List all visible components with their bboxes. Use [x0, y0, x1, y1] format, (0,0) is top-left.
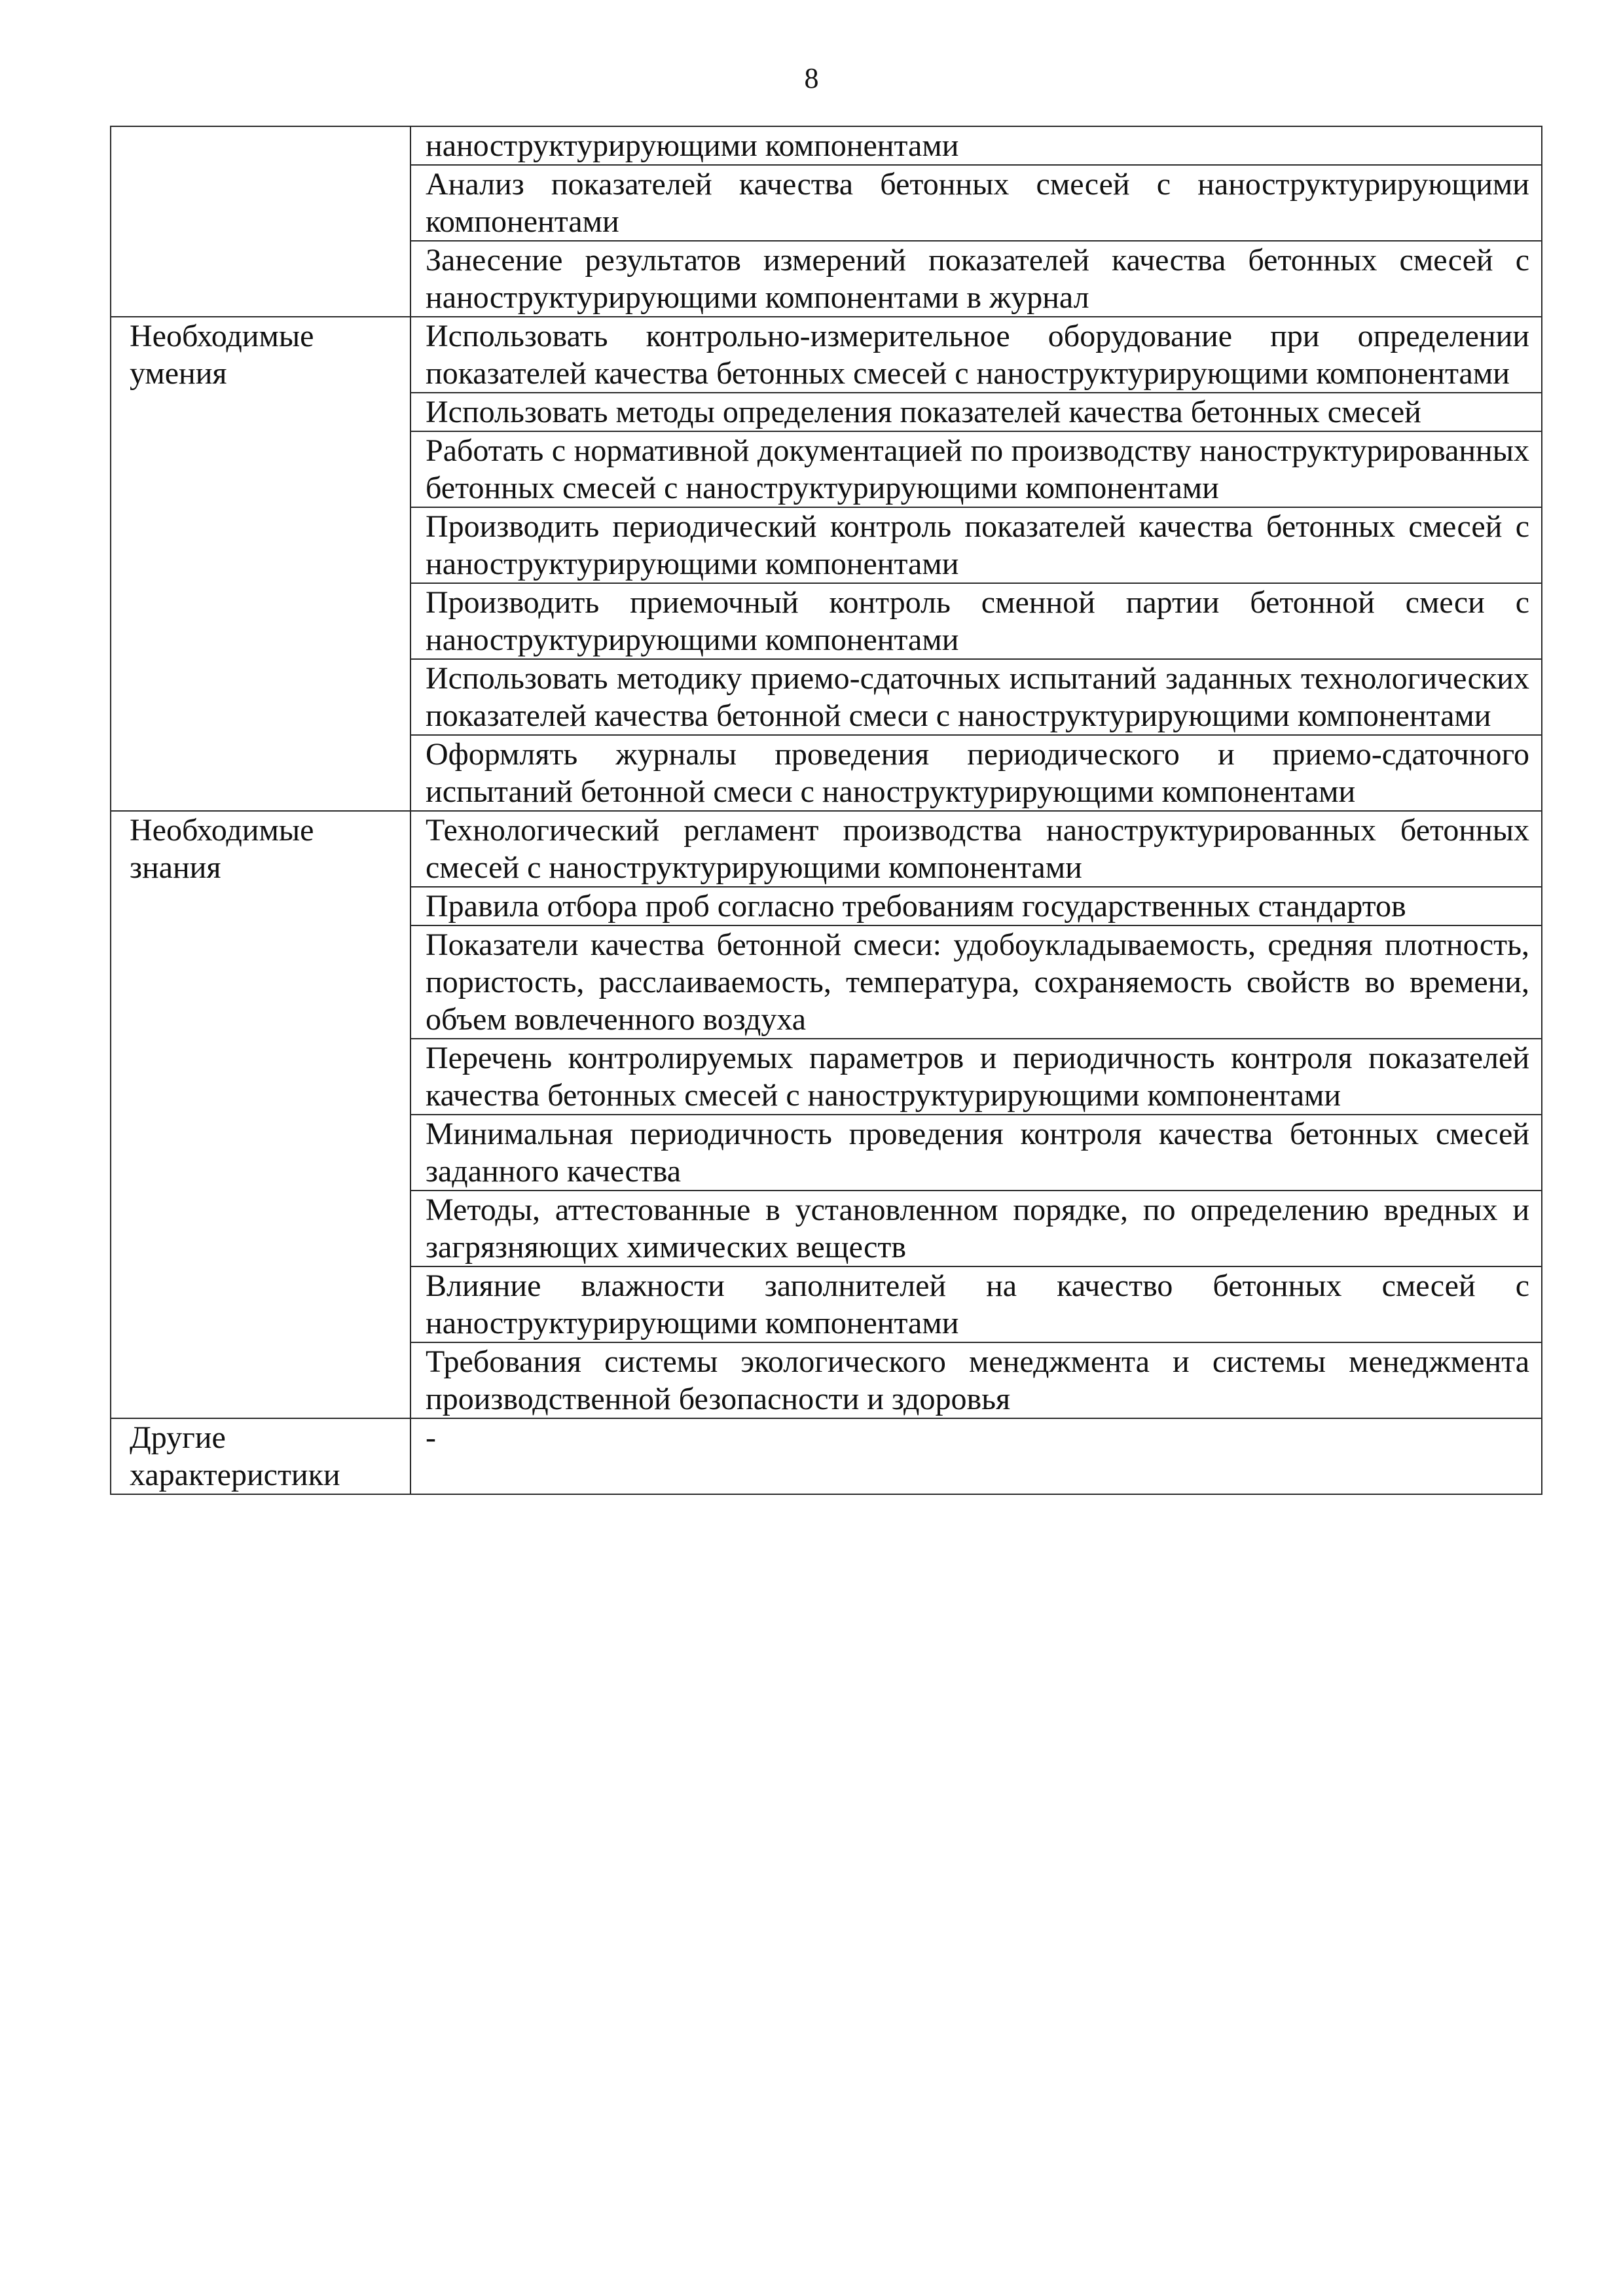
table-cell: Требования системы экологического менеджмента и системы менеджмента производственной безопасности и здоровья	[410, 1342, 1542, 1418]
table-cell: Анализ показателей качества бетонных смесей с наноструктурирующими компонентами	[410, 165, 1542, 241]
table-cell: Занесение результатов измерений показателей качества бетонных смесей с наноструктурирующими компонентами в журнал	[410, 241, 1542, 317]
table-row	[111, 126, 1542, 165]
table-cell: -	[410, 1418, 1542, 1494]
table-cell: Методы, аттестованные в установленном порядке, по определению вредных и загрязняющих химических веществ	[410, 1191, 1542, 1266]
row-label-skills: Необходимые умения	[111, 317, 410, 811]
table-cell: Оформлять журналы проведения периодического и приемо-сдаточного испытаний бетонной смеси с наноструктурирующими компонентами	[410, 735, 1542, 811]
table-cell: Показатели качества бетонной смеси: удобоукладываемость, средняя плотность, пористость, расслаиваемость, температура, сохраняемость свойств во времени, объем вовлеченного воздуха	[410, 925, 1542, 1039]
requirements-table	[110, 126, 1542, 1495]
table-cell: наноструктурирующими компонентами	[410, 126, 1542, 165]
row-label-other: Другие характеристики	[111, 1418, 410, 1494]
table-row	[111, 317, 1542, 393]
table-cell: Производить приемочный контроль сменной партии бетонной смеси с наноструктурирующими компонентами	[410, 583, 1542, 659]
page-number: 8	[804, 62, 819, 94]
table-cell: Минимальная периодичность проведения контроля качества бетонных смесей заданного качества	[410, 1115, 1542, 1191]
table-cell: Технологический регламент производства наноструктурированных бетонных смесей с наноструктурирующими компонентами	[410, 811, 1542, 887]
table-cell: Перечень контролируемых параметров и периодичность контроля показателей качества бетонных смесей с наноструктурирующими компонентами	[410, 1039, 1542, 1115]
row-label-continuation	[111, 126, 410, 317]
table-row	[111, 811, 1542, 887]
table-cell: Влияние влажности заполнителей на качество бетонных смесей с наноструктурирующими компонентами	[410, 1266, 1542, 1342]
table-cell: Производить периодический контроль показателей качества бетонных смесей с наноструктурирующими компонентами	[410, 507, 1542, 583]
table-row	[111, 1418, 1542, 1494]
table-cell: Работать с нормативной документацией по производству наноструктурированных бетонных смесей с наноструктурирующими компонентами	[410, 431, 1542, 507]
table-cell: Правила отбора проб согласно требованиям государственных стандартов	[410, 887, 1542, 925]
table-cell: Использовать методы определения показателей качества бетонных смесей	[410, 393, 1542, 431]
table-cell: Использовать контрольно-измерительное оборудование при определении показателей качества бетонных смесей с наноструктурирующими компонентами	[410, 317, 1542, 393]
table-cell: Использовать методику приемо-сдаточных испытаний заданных технологических показателей качества бетонной смеси с наноструктурирующими компонентами	[410, 659, 1542, 735]
row-label-knowledge: Необходимые знания	[111, 811, 410, 1418]
